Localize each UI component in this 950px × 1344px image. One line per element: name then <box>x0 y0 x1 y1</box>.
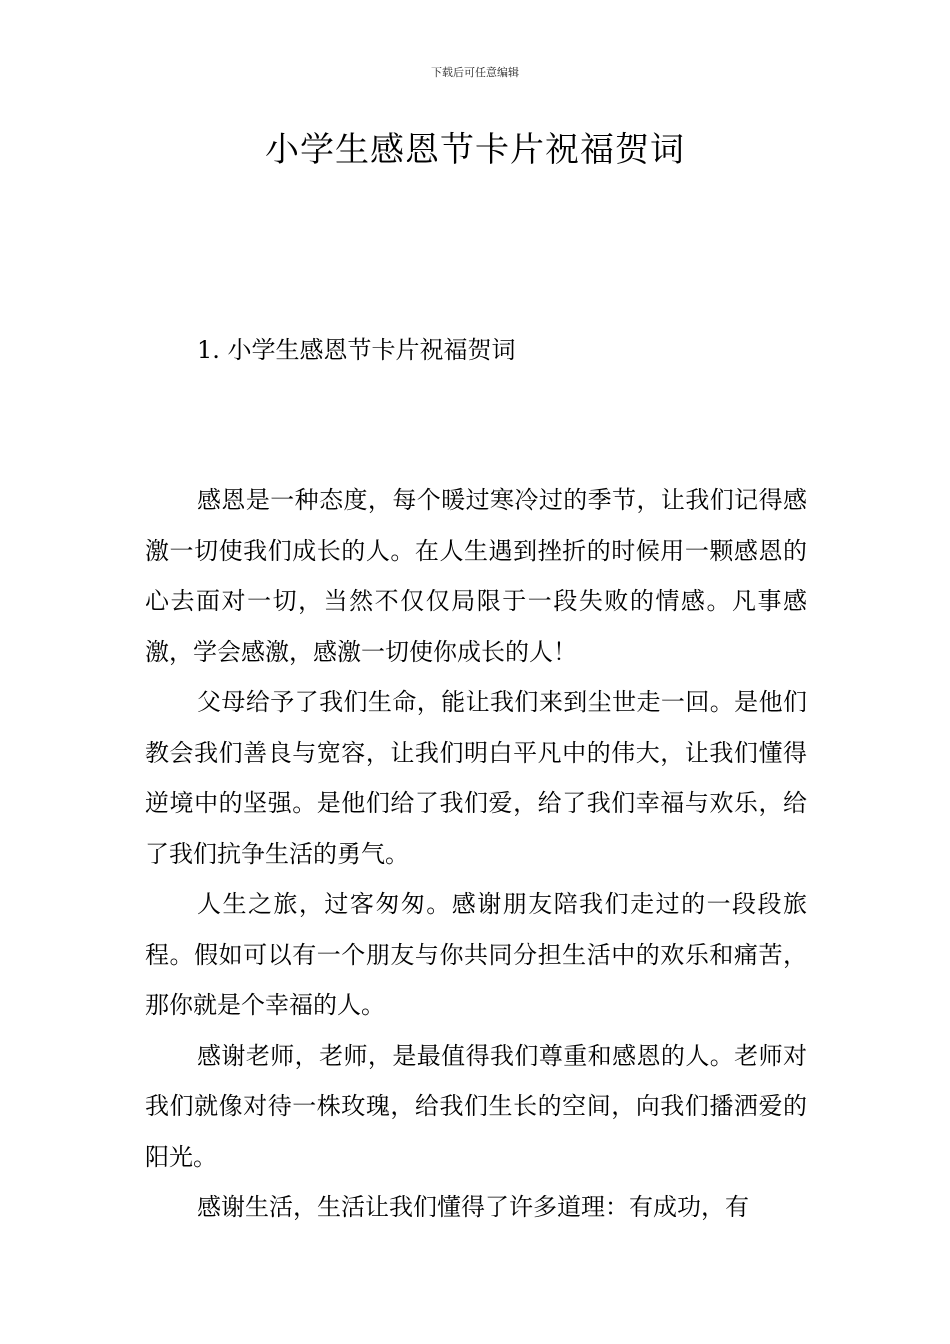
body-text <box>145 475 807 1233</box>
header-note: 下载后可任意编辑 <box>431 66 519 79</box>
document-title: 小学生感恩节卡片祝福贺词 <box>265 130 685 170</box>
section-heading: 1. 小学生感恩节卡片祝福贺词 <box>197 336 516 364</box>
paragraph: 父母给予了我们生命，能让我们来到尘世走一回。是他们教会我们善良与宽容，让我们明白平凡中的伟大，让我们懂得逆境中的坚强。是他们给了我们爱，给了我们幸福与欢乐，给了我们抗争生活的勇气。 <box>145 688 807 868</box>
paragraph: 感谢老师，老师，是最值得我们尊重和感恩的人。老师对我们就像对待一株玫瑰，给我们生长的空间，向我们播洒爱的阳光。 <box>145 1041 807 1171</box>
paragraph: 感谢生活，生活让我们懂得了许多道理：有成功，有 <box>197 1193 749 1221</box>
paragraph: 感恩是一种态度，每个暖过寒冷过的季节，让我们记得感激一切使我们成长的人。在人生遇到挫折的时候用一颗感恩的心去面对一切，当然不仅仅局限于一段失败的情感。凡事感激，学会感激，感激一切使你成长的人！ <box>145 486 807 666</box>
paragraph: 人生之旅，过客匆匆。感谢朋友陪我们走过的一段段旅程。假如可以有一个朋友与你共同分担生活中的欢乐和痛苦，那你就是个幸福的人。 <box>145 890 807 1019</box>
